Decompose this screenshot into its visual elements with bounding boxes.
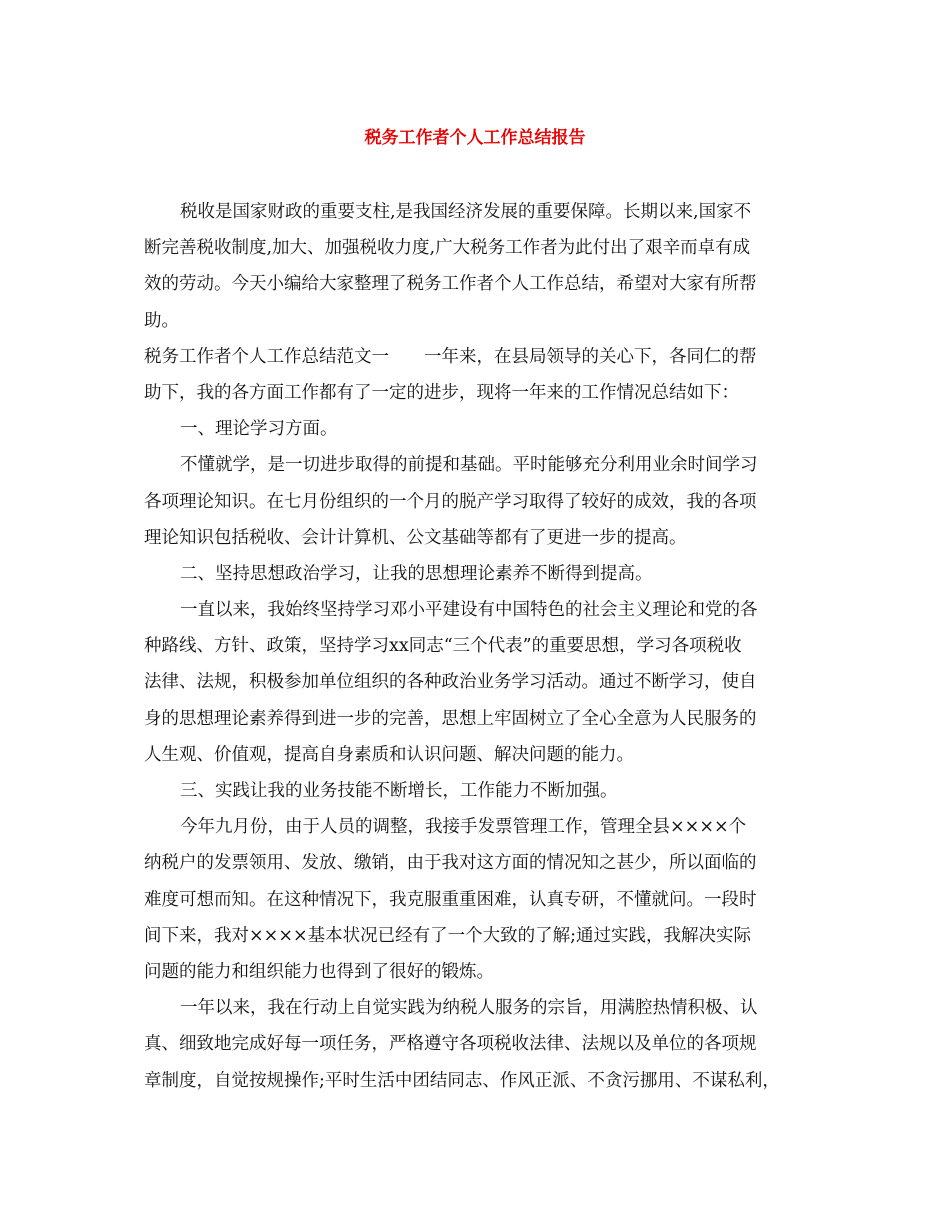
body-line: 真、细致地完成好每一项任务，严格遵守各项税收法律、法规以及单位的各项规 bbox=[144, 1034, 757, 1055]
body-line: 问题的能力和组织能力也得到了很好的锻炼。 bbox=[144, 961, 494, 982]
body-line: 难度可想而知。在这种情况下，我克服重重困难，认真专研，不懂就问。一段时 bbox=[144, 889, 757, 910]
document-body bbox=[144, 194, 812, 1099]
body-line: 助下，我的各方面工作都有了一定的进步，现将一年来的工作情况总结如下： bbox=[144, 382, 739, 403]
body-line: 人生观、价值观，提高自身素质和认识问题、解决问题的能力。 bbox=[144, 744, 634, 765]
body-line: 税收是国家财政的重要支柱,是我国经济发展的重要保障。长期以来,国家不 bbox=[180, 202, 752, 222]
body-line: 今年九月份，由于人员的调整，我接手发票管理工作，管理全县××××个 bbox=[180, 817, 747, 838]
body-line: 各项理论知识。在七月份组织的一个月的脱产学习取得了较好的成效，我的各项 bbox=[144, 491, 757, 512]
body-line: 一年以来，我在行动上自觉实践为纳税人服务的宗旨，用满腔热情积极、认 bbox=[180, 998, 758, 1019]
document-title: 税务工作者个人工作总结报告 bbox=[364, 128, 586, 148]
body-line: 助。 bbox=[144, 310, 179, 331]
body-line: 二、坚持思想政治学习，让我的思想理论素养不断得到提高。 bbox=[180, 563, 653, 584]
body-line: 种路线、方针、政策，坚持学习xx同志“三个代表”的重要思想，学习各项税收 bbox=[144, 636, 742, 657]
body-line: 一、理论学习方面。 bbox=[180, 419, 338, 440]
body-line: 间下来，我对××××基本状况已经有了一个大致的了解;通过实践，我解决实际 bbox=[144, 925, 752, 946]
body-line: 身的思想理论素养得到进一步的完善，思想上牢固树立了全心全意为人民服务的 bbox=[144, 708, 757, 729]
body-line: 理论知识包括税收、会计计算机、公文基础等都有了更进一步的提高。 bbox=[144, 527, 687, 548]
body-line: 税务工作者个人工作总结范文一 一年来，在县局领导的关心下，各同仁的帮 bbox=[144, 346, 757, 367]
body-line: 一直以来，我始终坚持学习邓小平建设有中国特色的社会主义理论和党的各 bbox=[180, 600, 758, 621]
body-line: 断完善税收制度,加大、加强税收力度,广大税务工作者为此付出了艰辛而卓有成 bbox=[144, 238, 751, 259]
body-line: 章制度，自觉按规操作;平时生活中团结同志、作风正派、不贪污挪用、不谋私利， bbox=[144, 1070, 780, 1091]
body-line: 纳税户的发票领用、发放、缴销，由于我对这方面的情况知之甚少，所以面临的 bbox=[144, 853, 757, 874]
body-line: 效的劳动。今天小编给大家整理了税务工作者个人工作总结，希望对大家有所帮 bbox=[144, 274, 757, 295]
body-line: 三、实践让我的业务技能不断增长，工作能力不断加强。 bbox=[180, 781, 618, 801]
body-line: 不懂就学，是一切进步取得的前提和基础。平时能够充分利用业余时间学习 bbox=[180, 455, 758, 476]
body-line: 法律、法规，积极参加单位组织的各种政治业务学习活动。通过不断学习，使自 bbox=[144, 672, 757, 693]
